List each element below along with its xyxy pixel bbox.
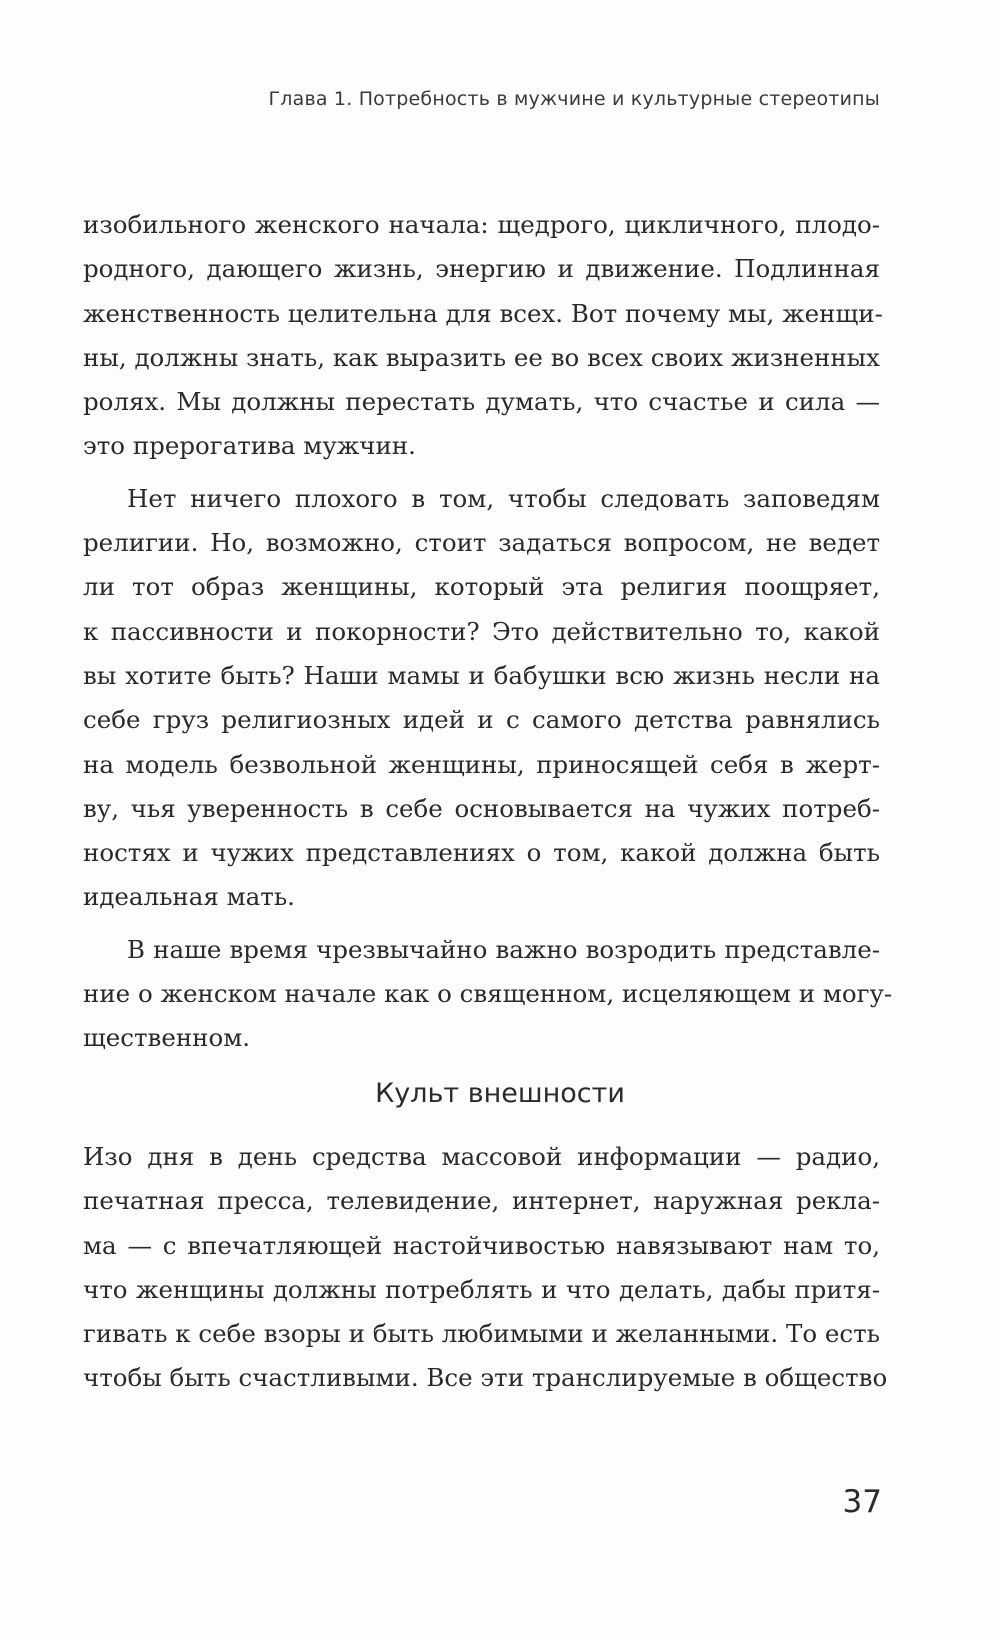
text-line: к пассивности и покорности? Это действительно то, какой	[83, 616, 880, 646]
text-line: гивать к себе взоры и быть любимыми и желанными. То есть	[83, 1319, 880, 1349]
text-line: Изо дня в день средства массовой информации — радио,	[83, 1142, 880, 1171]
body-text-before-heading	[83, 203, 893, 1061]
text-line: изобильного женского начала: щедрого, цикличного, плодо-	[83, 210, 880, 239]
text-line: женственность целительна для всех. Вот почему мы, женщи-	[83, 298, 883, 328]
paragraph	[83, 928, 893, 1061]
text-line: вы хотите быть? Наши мамы и бабушки всю жизнь несли на	[83, 660, 880, 690]
text-line: это прерогатива мужчин.	[83, 431, 416, 461]
running-head: Глава 1. Потребность в мужчине и культурные стереотипы	[268, 88, 880, 110]
text-line: ностях и чужих представлениях о том, какой должна быть	[83, 838, 880, 868]
text-line: ны, должны знать, как выразить ее во всех своих жизненных	[83, 342, 880, 372]
text-line: печатная пресса, телевидение, интернет, наружная рекла-	[83, 1186, 880, 1216]
text-line: ву, чья уверенность в себе основывается на чужих потреб-	[83, 793, 880, 823]
paragraph	[83, 203, 883, 469]
page-number: 37	[842, 1484, 882, 1520]
text-line: Нет ничего плохого в том, чтобы следовать заповедям	[127, 483, 880, 513]
paragraph	[83, 1135, 888, 1401]
text-line: чтобы быть счастливыми. Все эти транслируемые в общество	[83, 1363, 888, 1393]
section-heading: Культ внешности	[375, 1078, 625, 1109]
text-line: ролях. Мы должны перестать думать, что счастье и сила —	[83, 387, 880, 417]
body-text-after-heading	[83, 1135, 888, 1401]
text-line: что женщины должны потреблять и что делать, дабы притя-	[83, 1274, 880, 1304]
text-line: идеальная мать.	[83, 882, 295, 912]
text-line: на модель безвольной женщины, приносящей себя в жерт-	[83, 749, 880, 779]
text-line: религии. Но, возможно, стоит задаться вопросом, не ведет	[83, 528, 880, 558]
text-line: себе груз религиозных идей и с самого детства равнялись	[83, 705, 880, 735]
text-line: щественном.	[83, 1023, 251, 1053]
text-line: В наше время чрезвычайно важно возродить представле-	[127, 934, 880, 964]
paragraph	[83, 477, 880, 920]
text-line: ние о женском начале как о священном, исцеляющем и могу-	[83, 979, 893, 1009]
text-line: родного, дающего жизнь, энергию и движение. Подлинная	[83, 254, 880, 284]
text-line: ли тот образ женщины, который эта религия поощряет,	[83, 572, 880, 602]
text-line: ма — с впечатляющей настойчивостью навязывают нам то,	[83, 1230, 880, 1260]
